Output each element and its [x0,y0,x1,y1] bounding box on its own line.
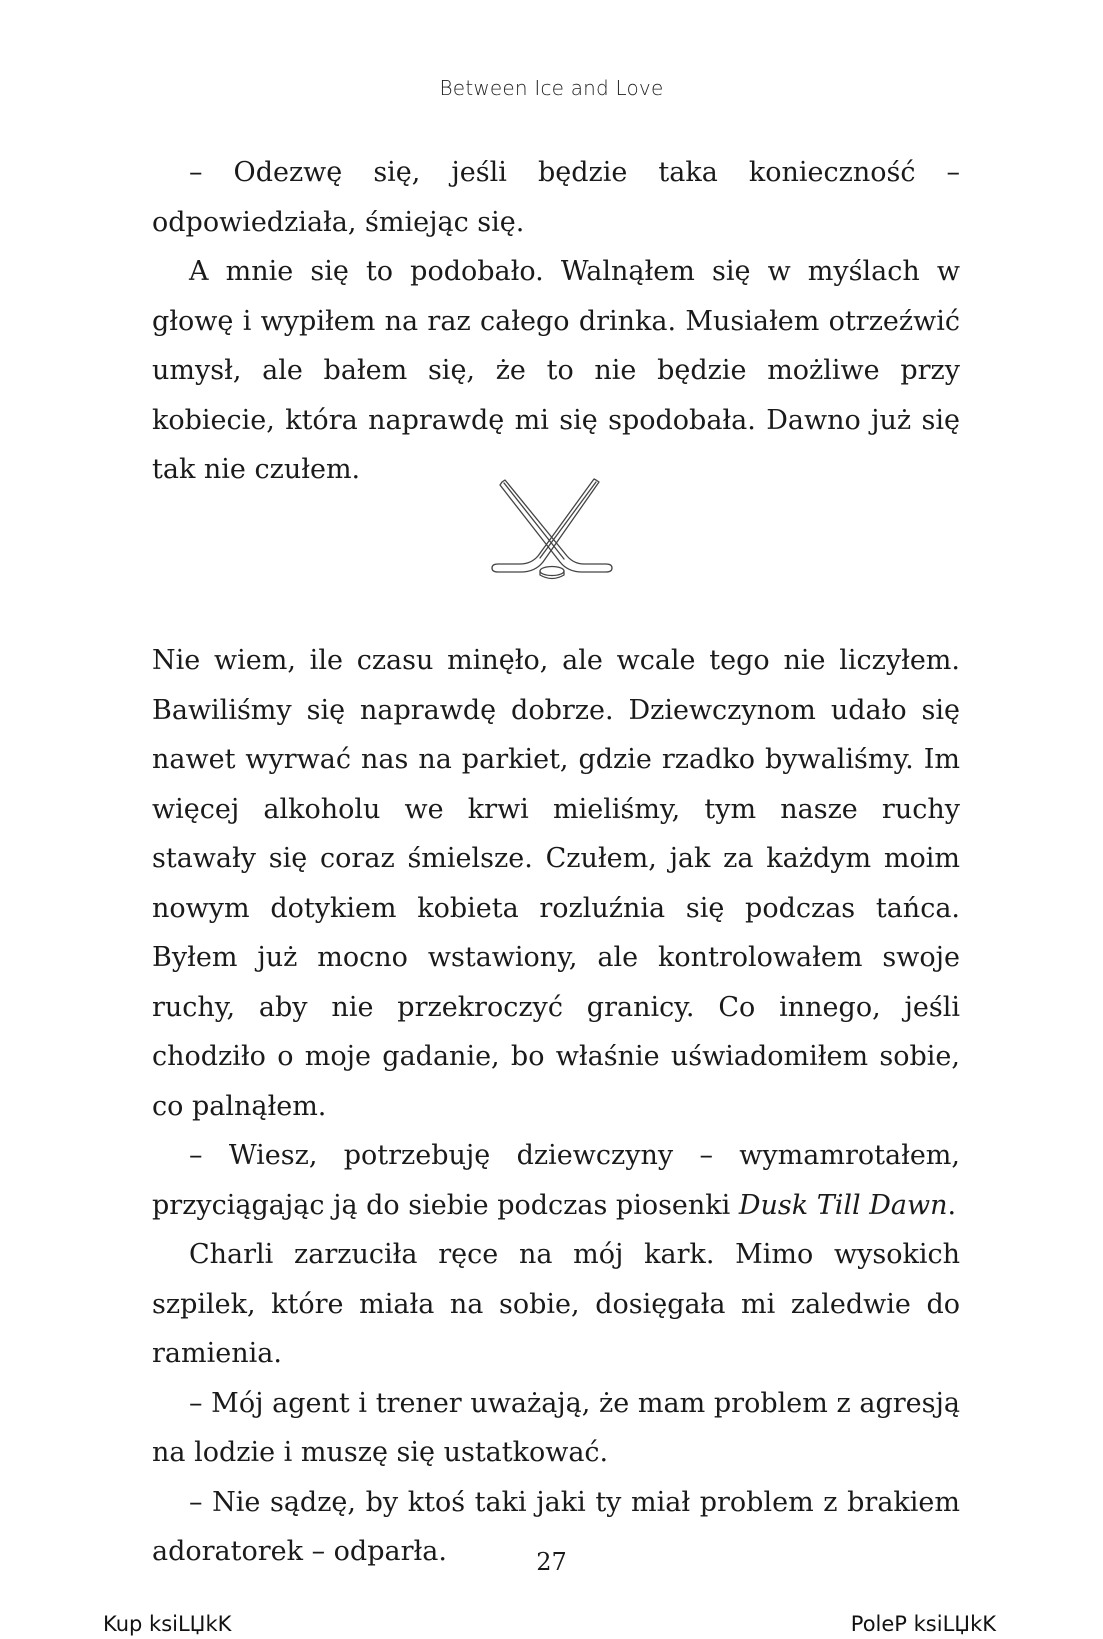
dialogue-paragraph [152,1131,960,1230]
dialogue-text-end: . [947,1189,957,1221]
running-title: Between Ice and Love [439,76,664,100]
dialogue-paragraph: – Mój agent i trener uważają, że mam problem z agresją na lodzie i muszę się ustatkować. [152,1387,960,1468]
paragraph: Charli zarzuciła ręce na mój kark. Mimo wysokich szpilek, które miała na sobie, dosięgała mi zaledwie do ramienia. [152,1239,960,1369]
dialogue-paragraph: – Nie sądzę, by ktoś taki jaki ty miał problem z brakiem adoratorek – odparła. [152,1486,960,1567]
text-section-2 [152,636,960,1577]
text-section-1 [152,148,960,495]
paragraph: – Odezwę się, jeśli będzie taka konieczność – odpowiedziała, śmiejąc się. [152,157,960,238]
page-number: 27 [536,1548,567,1576]
dialogue-text: – Wiesz, potrzebuję dziewczyny – wymamrotałem, przyciągając ją do siebie podczas piosenki [152,1140,960,1221]
buy-book-link[interactable]: Kup ksiLЏkK [103,1612,232,1636]
recommend-book-link[interactable]: PoleP ksiLЏkK [850,1612,996,1636]
paragraph: A mnie się to podobało. Walnąłem się w myślach w głowę i wypiłem na raz całego drinka. Musiałem otrzeźwić umysł, ale bałem się, że to nie będzie możliwe przy kobiecie, która naprawdę mi się spodobała. Dawno już się tak nie czułem. [152,256,960,485]
paragraph: Nie wiem, ile czasu minęło, ale wcale tego nie liczyłem. Bawiliśmy się naprawdę dobrze. Dziewczynom udało się nawet wyrwać nas na parkiet, gdzie rzadko bywaliśmy. Im więcej alkoholu we krwi mieliśmy, tym nasze ruchy stawały się coraz śmielsze. Czułem, jak za każdym moim nowym dotykiem kobieta rozluźnia się podczas tańca. Byłem już mocno wstawiony, ale kontrolowałem swoje ruchy, aby nie przekroczyć granicy. Co innego, jeśli chodziło o moje gadanie, bo właśnie uświadomiłem sobie, co palnąłem. [152,645,960,1122]
crossed-hockey-sticks-icon [488,478,618,588]
song-title: Dusk Till Dawn [738,1189,948,1221]
